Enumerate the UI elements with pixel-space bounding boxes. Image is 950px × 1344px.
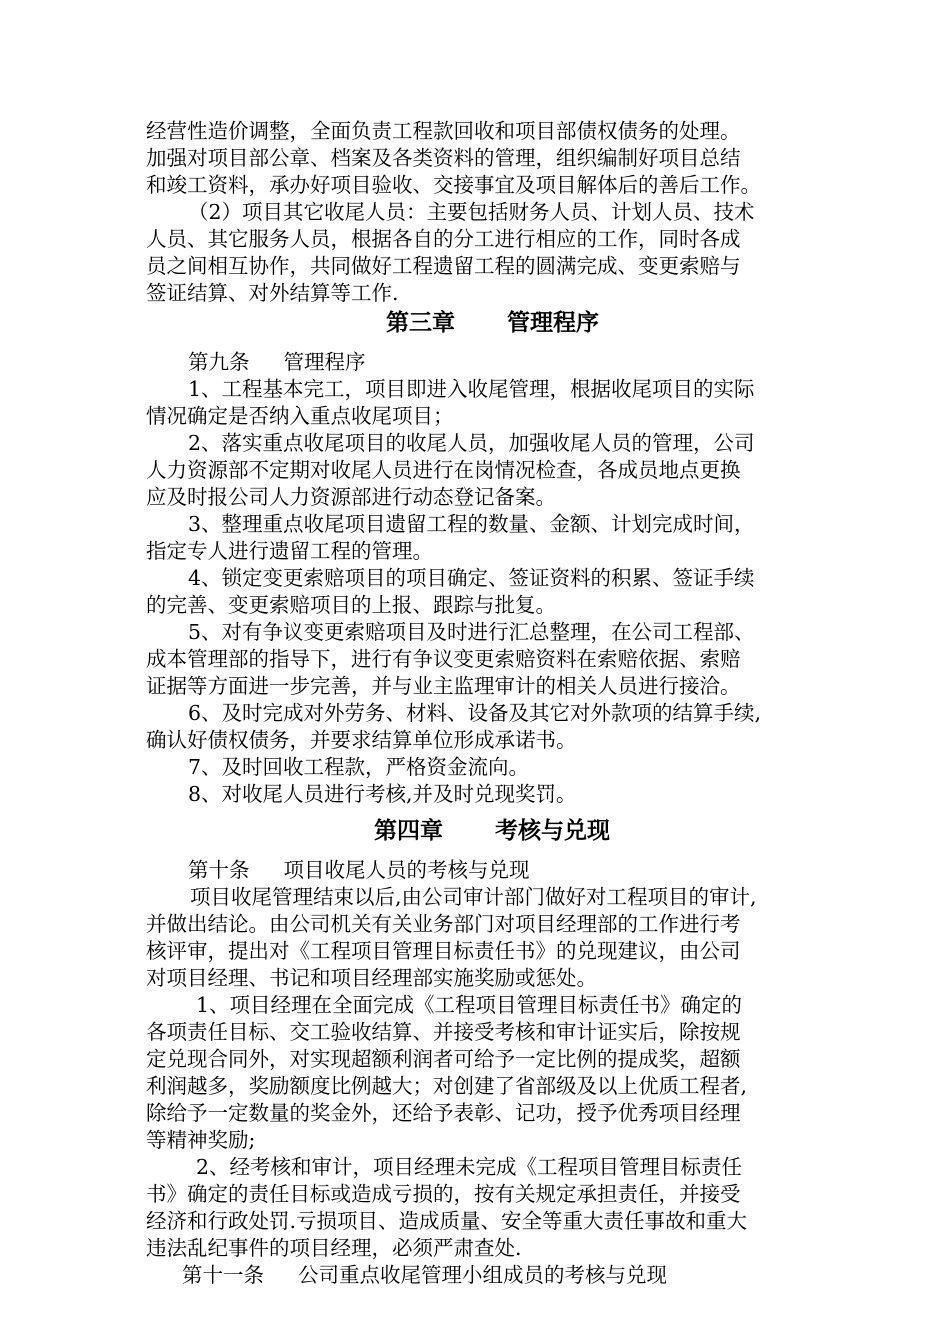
body-text-line: 经营性造价调整，全面负责工程款回收和项目部债权债务的处理。 xyxy=(146,119,741,143)
list-item-line: 5、对有争议变更索赔项目及时进行汇总整理，在公司工程部、 xyxy=(188,620,755,644)
article-title: 项目收尾人员的考核与兑现 xyxy=(283,858,530,882)
body-text-line: 员之间相互协作，共同做好工程遗留工程的圆满完成、变更索赔与 xyxy=(146,254,741,278)
list-item-line: 应及时报公司人力资源部进行动态登记备案。 xyxy=(146,485,556,509)
body-text-line: 签证结算、对外结算等工作. xyxy=(146,281,399,305)
body-text-line: 对项目经理、书记和项目经理部实施奖励或惩处。 xyxy=(146,966,597,990)
list-item-line: 情况确定是否纳入重点收尾项目； xyxy=(146,404,454,428)
body-text-line: 并做出结论。由公司机关有关业务部门对项目经理部的工作进行考 xyxy=(146,912,741,936)
chapter-title: 管理程序 xyxy=(507,310,599,336)
list-item-line: 6、及时完成对外劳务、材料、设备及其它对外款项的结算手续, xyxy=(188,701,762,725)
list-item-line: 确认好债权债务，并要求结算单位形成承诺书。 xyxy=(146,728,577,752)
body-text-line: 和竣工资料，承办好项目验收、交接事宜及项目解体后的善后工作。 xyxy=(146,173,761,197)
chapter-title: 考核与兑现 xyxy=(495,818,610,844)
list-item-line: 书》确定的责任目标或造成亏损的，按有关规定承担责任，并接受 xyxy=(146,1182,741,1206)
body-text-line: （2）项目其它收尾人员：主要包括财务人员、计划人员、技术 xyxy=(188,200,755,224)
article-number: 第九条 xyxy=(188,350,250,374)
article-heading xyxy=(182,1262,667,1288)
list-item-line: 违法乱纪事件的项目经理，必须严肃查处. xyxy=(146,1236,522,1260)
chapter-heading xyxy=(386,308,599,338)
body-text-line: 加强对项目部公章、档案及各类资料的管理，组织编制好项目总结 xyxy=(146,146,741,170)
list-item-line: 各项责任目标、交工验收结算、并接受考核和审计证实后，除按规 xyxy=(146,1020,741,1044)
list-item-line: 7、及时回收工程款，严格资金流向。 xyxy=(188,755,530,779)
chapter-number: 第三章 xyxy=(386,310,455,336)
list-item-line: 经济和行政处罚.亏损项目、造成质量、安全等重大责任事故和重大 xyxy=(146,1209,748,1233)
body-text-line: 项目收尾管理结束以后,由公司审计部门做好对工程项目的审计, xyxy=(190,885,757,909)
list-item-line: 指定专人进行遗留工程的管理。 xyxy=(146,539,433,563)
list-item-line: 利润越多，奖励额度比例越大；对创建了省部级及以上优质工程者, xyxy=(146,1074,748,1098)
list-item-line: 1、项目经理在全面完成《工程项目管理目标责任书》确定的 xyxy=(196,993,743,1017)
list-item-line: 4、锁定变更索赔项目的项目确定、签证资料的积累、签证手续 xyxy=(188,566,755,590)
list-item-line: 3、整理重点收尾项目遗留工程的数量、金额、计划完成时间， xyxy=(188,512,755,536)
article-number: 第十一条 xyxy=(182,1263,264,1287)
list-item-line: 等精神奖励; xyxy=(146,1128,256,1152)
list-item-line: 2、经考核和审计，项目经理未完成《工程项目管理目标责任 xyxy=(196,1155,743,1179)
list-item-line: 定兑现合同外，对实现超额利润者可给予一定比例的提成奖，超额 xyxy=(146,1047,741,1071)
list-item-line: 证据等方面进一步完善，并与业主监理审计的相关人员进行接洽。 xyxy=(146,674,741,698)
article-title: 管理程序 xyxy=(283,350,366,374)
list-item-line: 人力资源部不定期对收尾人员进行在岗情况检查，各成员地点更换 xyxy=(146,458,741,482)
list-item-line: 成本管理部的指导下，进行有争议变更索赔资料在索赔依据、索赔 xyxy=(146,647,741,671)
body-text-line: 核评审，提出对《工程项目管理目标责任书》的兑现建议，由公司 xyxy=(146,939,741,963)
body-text-line: 人员、其它服务人员，根据各自的分工进行相应的工作，同时各成 xyxy=(146,227,741,251)
list-item-line: 2、落实重点收尾项目的收尾人员，加强收尾人员的管理，公司 xyxy=(188,431,755,455)
article-heading xyxy=(188,857,530,883)
list-item-line: 1、工程基本完工，项目即进入收尾管理，根据收尾项目的实际 xyxy=(188,377,755,401)
chapter-heading xyxy=(374,816,610,846)
list-item-line: 的完善、变更索赔项目的上报、跟踪与批复。 xyxy=(146,593,556,617)
article-title: 公司重点收尾管理小组成员的考核与兑现 xyxy=(298,1263,667,1287)
list-item-line: 除给予一定数量的奖金外，还给予表彰、记功，授予优秀项目经理 xyxy=(146,1101,741,1125)
article-number: 第十条 xyxy=(188,858,250,882)
article-heading xyxy=(188,349,366,375)
list-item-line: 8、对收尾人员进行考核,并及时兑现奖罚。 xyxy=(188,782,577,806)
chapter-number: 第四章 xyxy=(374,818,443,844)
